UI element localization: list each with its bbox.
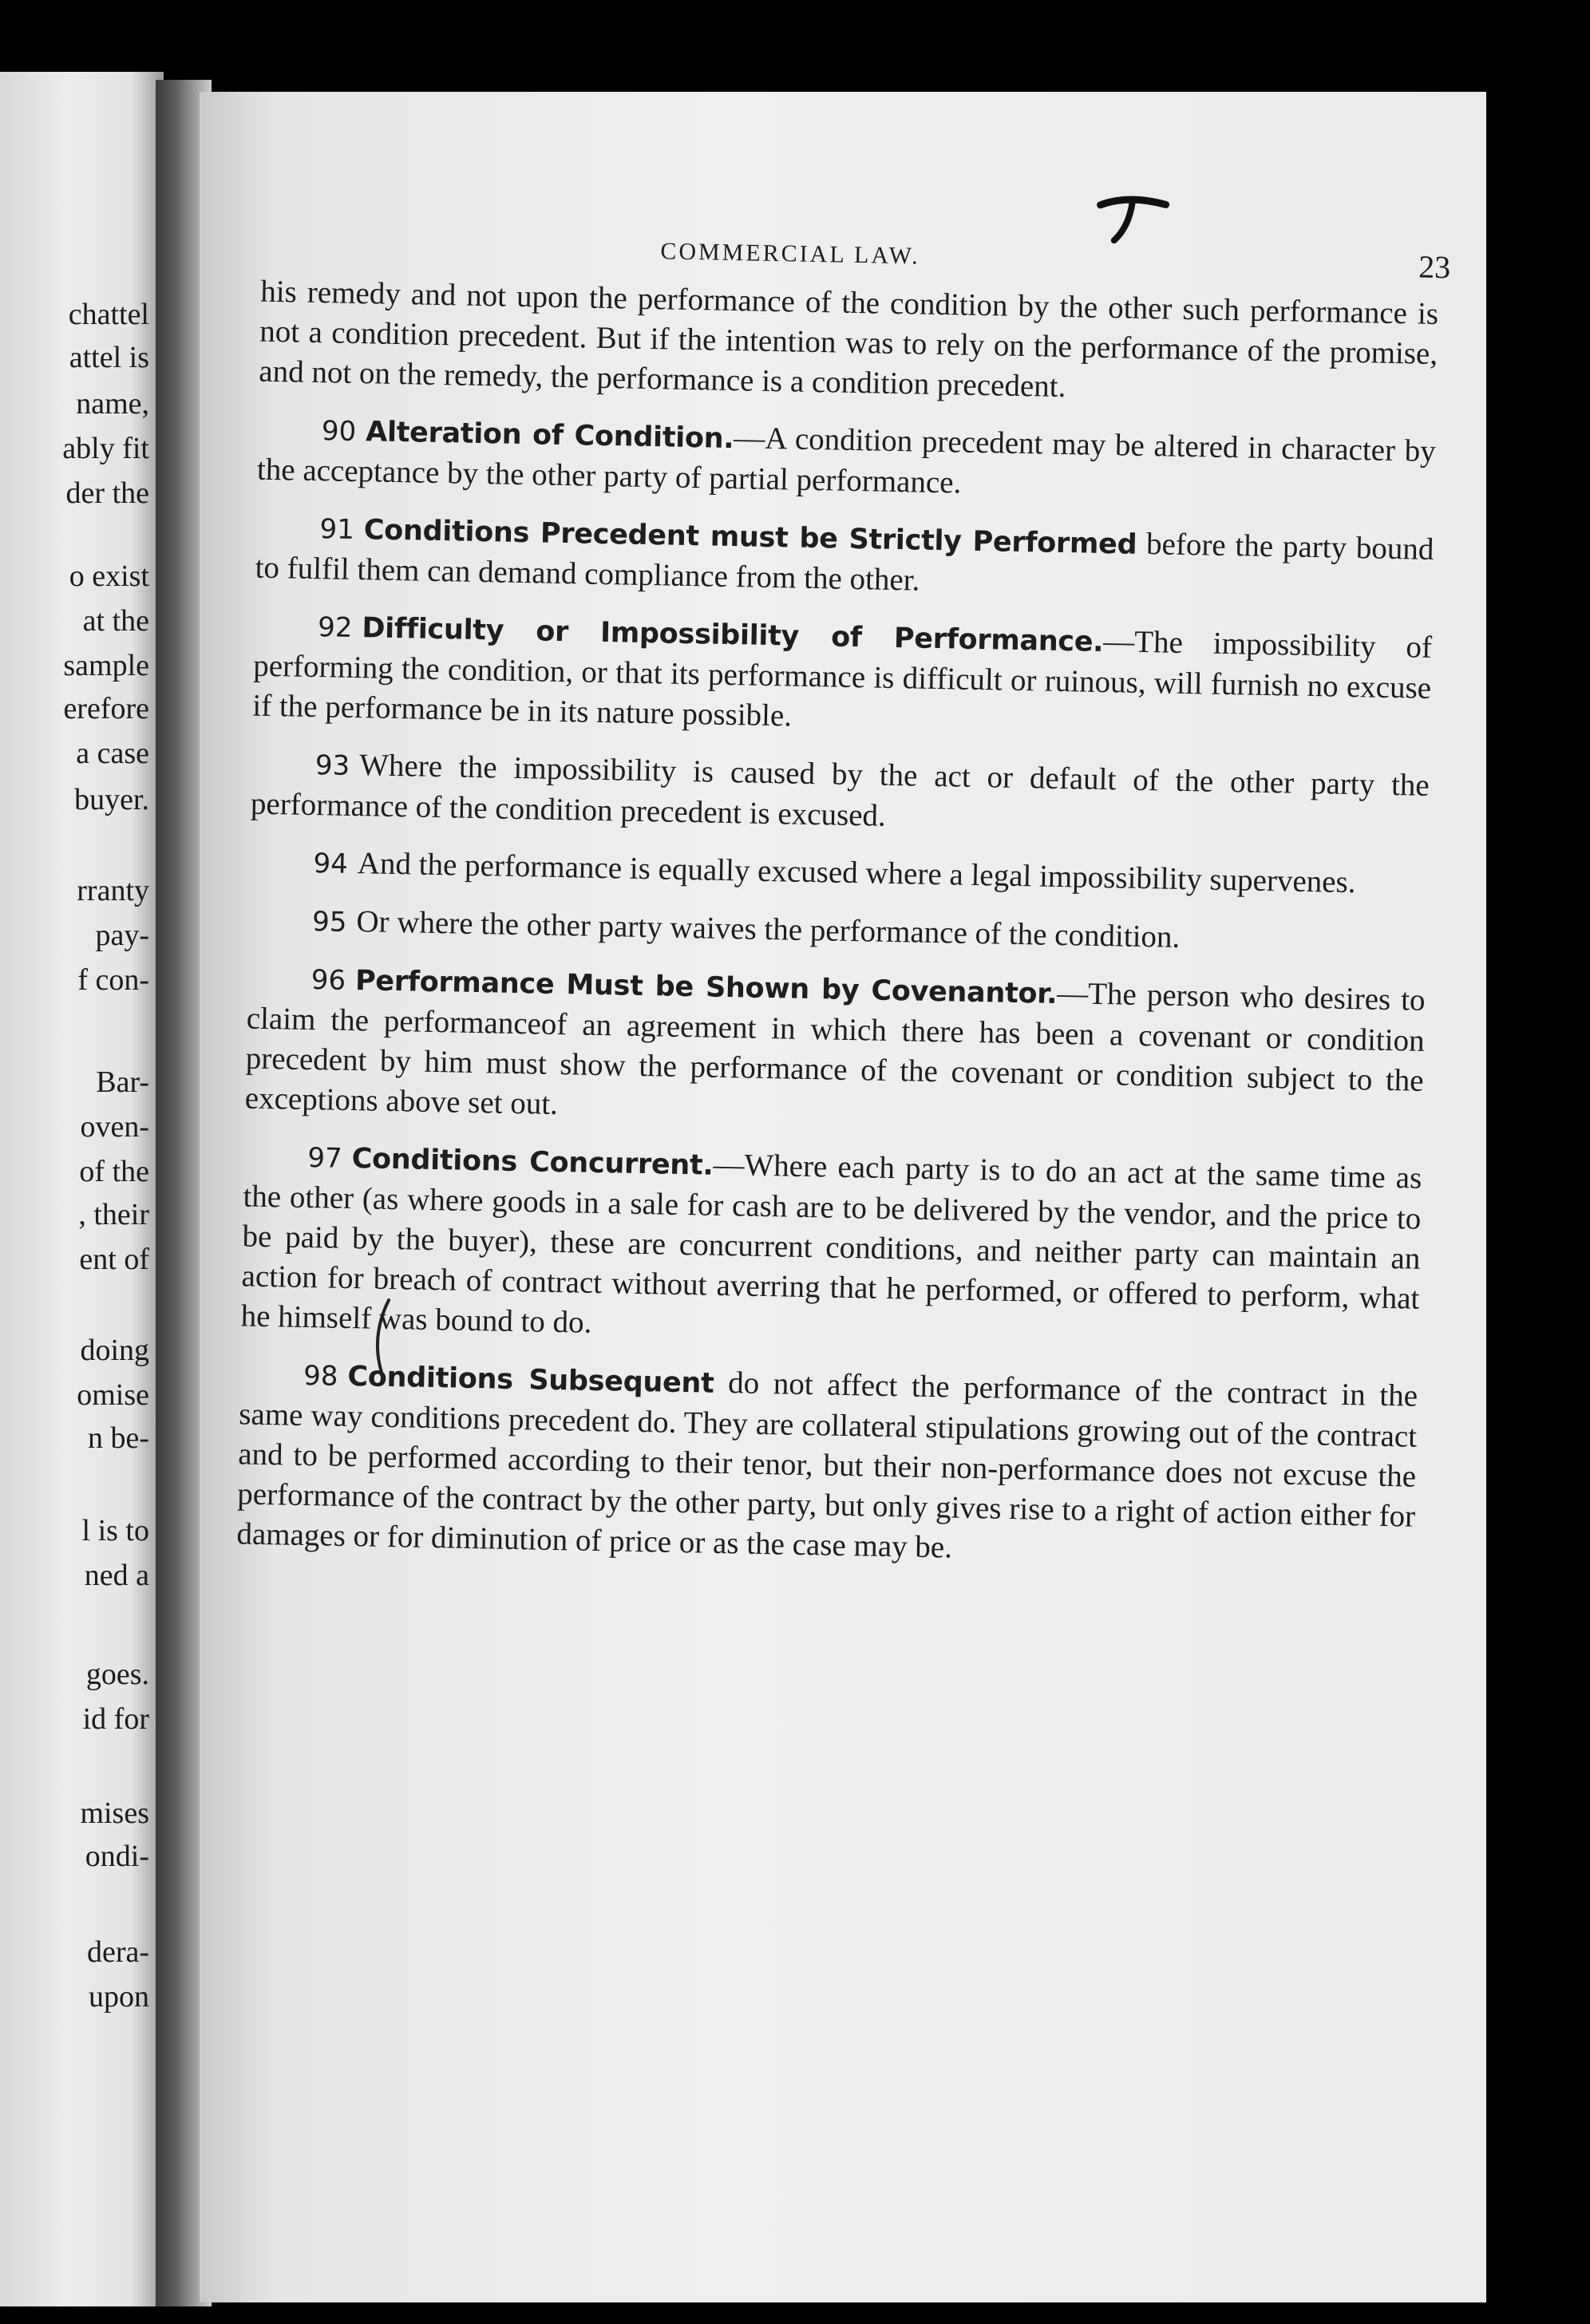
section-number: 90 — [321, 415, 357, 448]
previous-page-edge — [0, 72, 164, 2306]
left-page-line: ondi- — [85, 1840, 149, 1873]
left-page-line: ent of — [79, 1243, 149, 1276]
left-page-line: erefore — [63, 692, 149, 725]
section-heading: Conditions Concurrent. — [351, 1143, 714, 1182]
left-page-line: der the — [65, 476, 149, 510]
pen-mark-icon — [363, 1295, 397, 1384]
section-97 — [240, 1136, 1422, 1358]
section-heading: Alteration of Condition. — [365, 416, 734, 456]
section-92 — [252, 606, 1433, 749]
left-page-line: ned a — [84, 1559, 149, 1592]
left-page-line: attel is — [69, 341, 149, 374]
left-page-line: sample — [63, 649, 149, 682]
left-page-line: buyer. — [74, 783, 149, 816]
left-page-line: f con- — [77, 963, 149, 997]
section-96 — [244, 958, 1426, 1141]
left-page-line: l is to — [81, 1514, 149, 1547]
section-text: Where the impossibility is caused by the act or default of the other party the performance of the condition precedent is excused. — [250, 748, 1430, 833]
body-text — [236, 272, 1439, 1595]
left-page-line: Bar- — [96, 1065, 149, 1099]
section-text: do not affect the performance of the contract in the same way conditions precedent do. They are collateral stipulations growing out of the contract and to be performed according to their tenor, but their non-performance does not excuse the performance of the contract by the other party, but only gives rise to a right of action either for damages or for diminution of price or as the case may be. — [236, 1365, 1418, 1565]
section-heading: Conditions Precedent must be Strictly Performed — [363, 514, 1137, 561]
page-content — [190, 80, 1501, 2314]
section-text: —The impossibility of performing the condition, or that its performance is difficult or ruinous, will furnish no excuse if the performance be in its nature possible. — [251, 624, 1433, 733]
handwritten-mark-icon — [1092, 191, 1173, 248]
section-text: —Where each party is to do an act at the same time as the other (as where goods in a sale for cash are to be delivered by the vendor, and the price to be paid by the buyer), these are concurrent conditions, and neither party can maintain an action for breach of contract without averring that he performed, or offered to perform, what he himself was bound to do. — [240, 1147, 1422, 1340]
section-number: 95 — [311, 906, 347, 939]
section-number: 94 — [313, 848, 349, 880]
section-91 — [255, 508, 1434, 611]
section-text: —A condition precedent may be altered in character by the acceptance by the other party of partial performance. — [256, 421, 1437, 500]
page-header: COMMERCIAL LAW. — [660, 238, 921, 270]
section-text: before the party bound to fulfil them can demand compliance from the other. — [255, 526, 1434, 598]
section-95 — [248, 900, 1427, 963]
left-page-line: goes. — [85, 1658, 149, 1691]
section-number: 97 — [307, 1142, 343, 1175]
left-page-line: at the — [82, 604, 149, 638]
left-page-line: oven- — [80, 1110, 149, 1144]
section-text: —The person who desires to claim the performanceof an agreement in which there has been a covenant or condition precedent by him must show the performance of the covenant or condition subject to the exceptions above set out. — [244, 975, 1426, 1121]
left-page-line: omise — [77, 1378, 149, 1412]
section-93 — [251, 744, 1430, 847]
section-text: Or where the other party waives the performance of the condition. — [356, 904, 1181, 955]
left-page-line: of the — [79, 1155, 149, 1188]
section-number: 91 — [319, 513, 355, 546]
left-page-line: name, — [76, 387, 149, 421]
left-page-line: a case — [76, 737, 149, 770]
page-number: 23 — [1418, 248, 1451, 286]
section-heading: Performance Must be Shown by Covenantor. — [354, 965, 1058, 1010]
left-page-line: upon — [89, 1980, 149, 2014]
section-text: And the performance is equally excused where a legal impossibility supervenes. — [357, 846, 1356, 900]
section-94 — [249, 842, 1428, 905]
section-heading: Conditions Subsequent — [347, 1361, 714, 1400]
left-page-line: chattel — [68, 298, 149, 331]
section-98 — [236, 1354, 1418, 1576]
section-90 — [257, 409, 1437, 512]
left-page-line: mises — [80, 1796, 149, 1830]
section-number: 98 — [303, 1359, 338, 1393]
section-number: 93 — [314, 749, 350, 782]
left-page-line: ably fit — [62, 432, 149, 465]
left-page-line: dera- — [86, 1935, 149, 1969]
left-page-line: o exist — [69, 559, 149, 593]
left-page-line: doing — [80, 1334, 149, 1367]
section-heading: Difficulty or Impossibility of Performance. — [362, 612, 1104, 659]
left-page-line: n be- — [87, 1421, 149, 1455]
intro-paragraph: his remedy and not upon the performance of the condition by the other such performance is not a condition precedent. But if the intention was to rely on the performance of the promise, and not on the remedy, the performance is a condition precedent. — [258, 274, 1439, 405]
book-page — [200, 92, 1486, 2302]
section-number: 96 — [310, 964, 346, 997]
left-page-line: , their — [78, 1198, 149, 1231]
section-number: 92 — [317, 611, 353, 644]
left-page-line: id for — [82, 1702, 149, 1736]
left-page-line: rranty — [77, 874, 149, 907]
left-page-line: pay- — [95, 919, 149, 952]
